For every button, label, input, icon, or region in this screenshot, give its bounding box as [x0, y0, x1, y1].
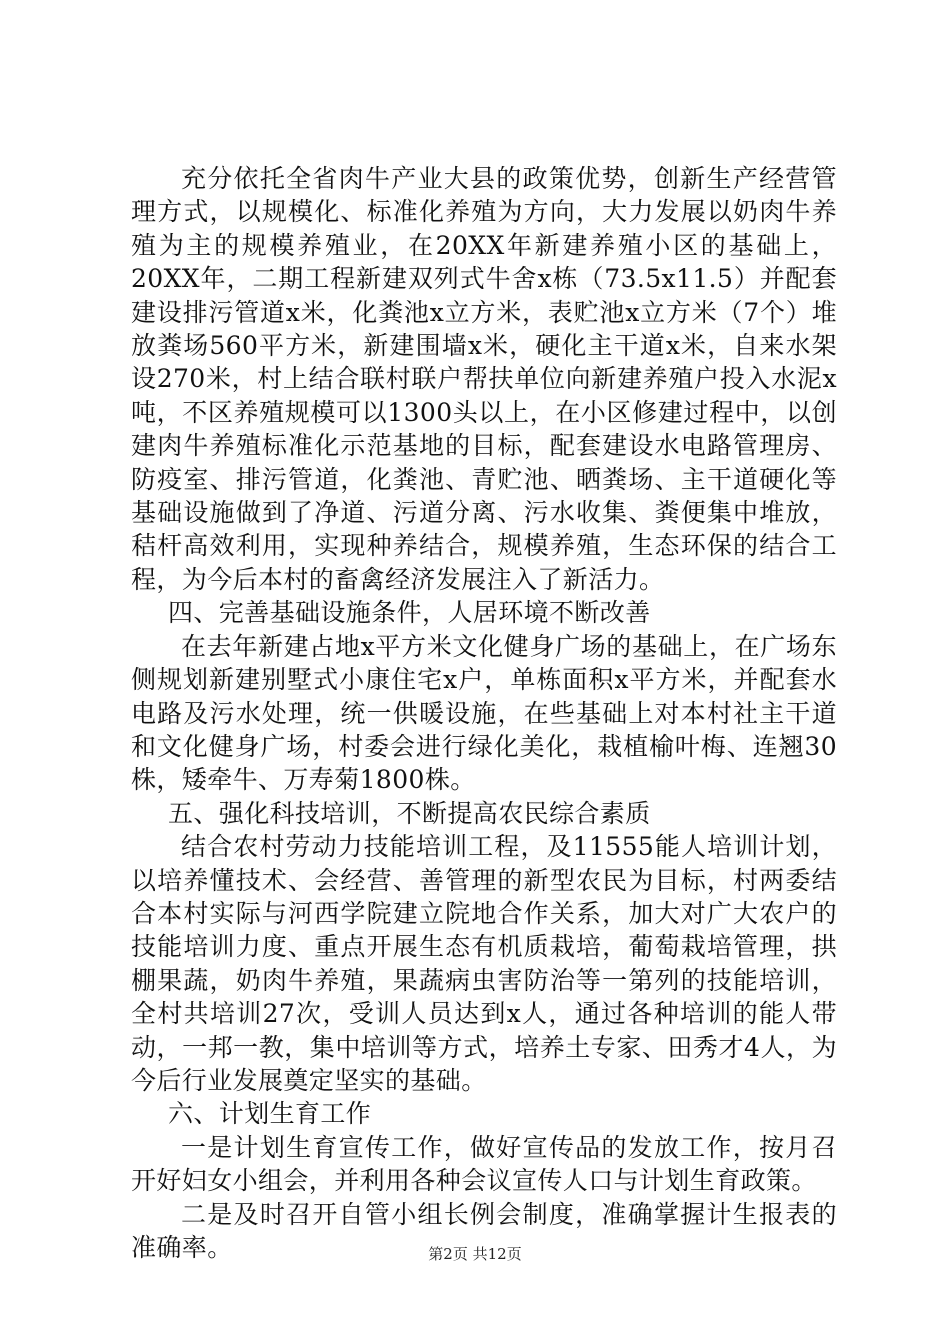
paragraph-infrastructure: 在去年新建占地x平方米文化健身广场的基础上，在广场东侧规划新建别墅式小康住宅x户，单栋面积x平方米，并配套水电路及污水处理，统一供暖设施，在些基础上对本村社主干道和文化健身广场，村委会进行绿化美化，栽植榆叶梅、连翘30株，矮牵牛、万寿菊1800株。 — [131, 631, 837, 795]
paragraph-family-planning-1: 一是计划生育宣传工作，做好宣传品的发放工作，按月召开好妇女小组会，并利用各种会议宣传人口与计划生育政策。 — [131, 1132, 837, 1196]
section-heading-4: 四、完善基础设施条件，人居环境不断改善 — [168, 598, 651, 628]
document-body — [131, 162, 837, 1264]
section-heading-5: 五、强化科技培训，不断提高农民综合素质 — [168, 798, 651, 828]
page-footer: 第2页 共12页 — [428, 1245, 522, 1263]
paragraph-livestock: 充分依托全省肉牛产业大县的政策优势，创新生产经营管理方式，以规模化、标准化养殖为方向，大力发展以奶肉牛养殖为主的规模养殖业，在20XX年新建养殖小区的基础上，20XX年，二期工程新建双列式牛舍x栋（73.5x11.5）并配套建设排污管道x米，化粪池x立方米，表贮池x立方米（7个）堆放粪场560平方米，新建围墙x米，硬化主干道x米，自来水架设270米，村上结合联村联户帮扶单位向新建养殖户投入水泥x吨，不区养殖规模可以1300头以上，在小区修建过程中，以创建肉牛养殖标准化示范基地的目标，配套建设水电路管理房、防疫室、排污管道，化粪池、青贮池、晒粪场、主干道硬化等基础设施做到了净道、污道分离、污水收集、粪便集中堆放，秸杆高效利用，实现种养结合，规模养殖，生态环保的结合工程，为今后本村的畜禽经济发展注入了新活力。 — [131, 164, 837, 594]
section-heading-6: 六、计划生育工作 — [168, 1099, 372, 1129]
paragraph-family-planning-2: 二是及时召开自管小组长例会制度，准确掌握计生报表的准确率。 — [131, 1199, 837, 1262]
paragraph-training: 结合农村劳动力技能培训工程，及11555能人培训计划，以培养懂技术、会经营、善管理的新型农民为目标，村两委结合本村实际与河西学院建立院地合作关系，加大对广大农户的技能培训力度、重点开展生态有机质栽培，葡萄栽培管理，拱棚果蔬，奶肉牛养殖，果蔬病虫害防治等一第列的技能培训，全村共培训27次，受训人员达到x人，通过各种培训的能人带动，一邦一教，集中培训等方式，培养土专家、田秀才4人，为今后行业发展奠定坚实的基础。 — [131, 832, 837, 1095]
